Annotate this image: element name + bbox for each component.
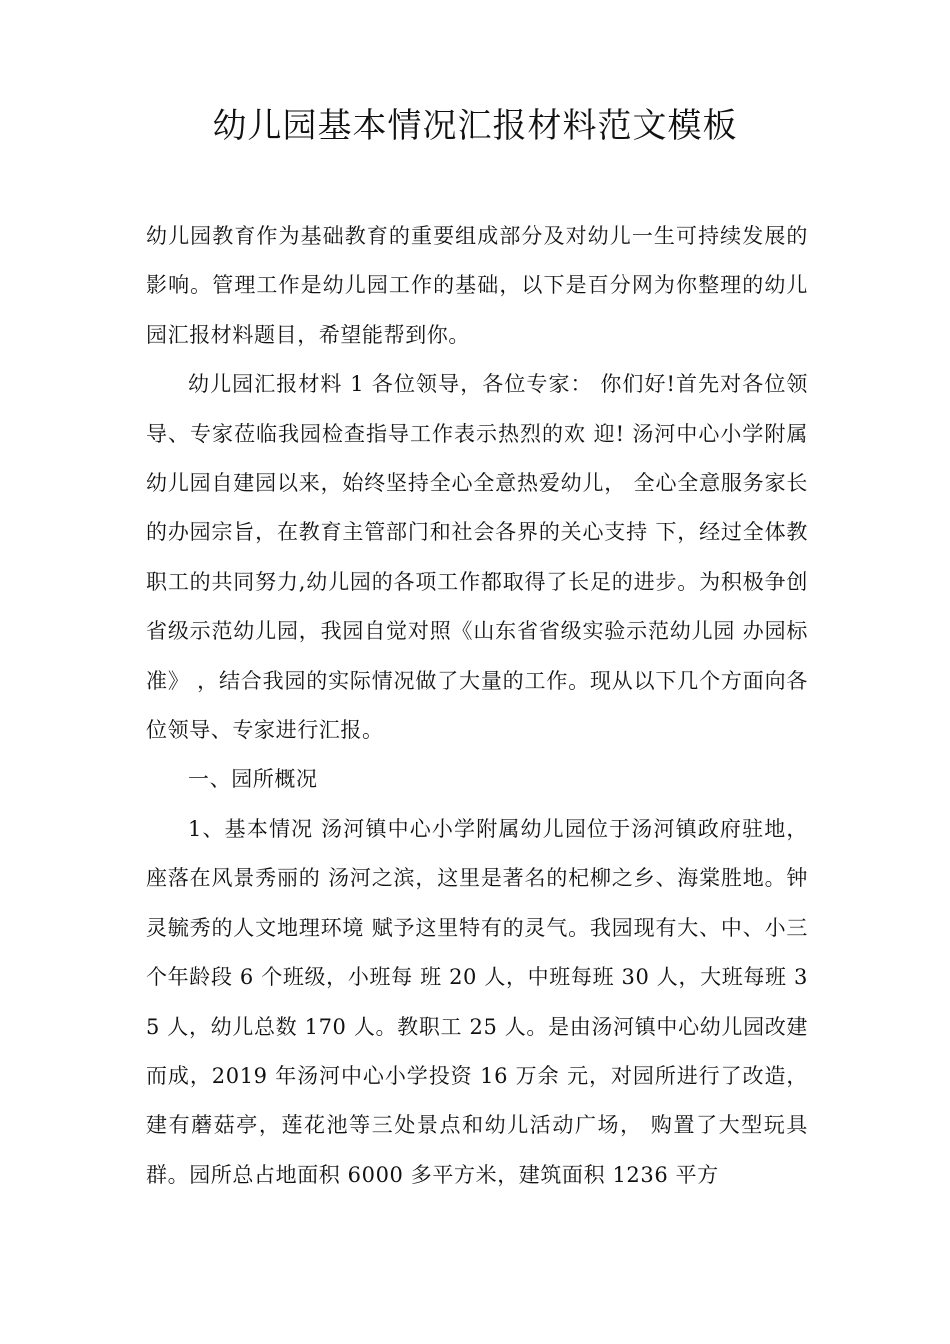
paragraph-intro: 幼儿园教育作为基础教育的重要组成部分及对幼儿一生可持续发展的影响。管理工作是幼儿园工作的基础，以下是百分网为你整理的幼儿园汇报材料题目，希望能帮到你。	[146, 224, 808, 347]
paragraph-report-opening: 幼儿园汇报材料 1 各位领导，各位专家： 你们好!首先对各位领导、专家莅临我园检查指导工作表示热烈的欢 迎! 汤河中心小学附属幼儿园自建园以来，始终坚持全心全意热爱幼儿， 全心全意服务家长的办园宗旨，在教育主管部门和社会各界的关心支持 下，经过全体教职工的共同努力,幼儿园的各项工作都取得了长足的进步。为积极争创省级示范幼儿园，我园自觉对照《山东省省级实验示范幼儿园 办园标准》 ，结合我园的实际情况做了大量的工作。现从以下几个方面向各 位领导、专家进行汇报。	[146, 372, 808, 743]
paragraph-basic-info: 1、基本情况 汤河镇中心小学附属幼儿园位于汤河镇政府驻地，座落在风景秀丽的 汤河之滨，这里是著名的杞柳之乡、海棠胜地。钟灵毓秀的人文地理环境 赋予这里特有的灵气。我园现有大、中、小三个年龄段 6 个班级，小班每 班 20 人，中班每班 30 人，大班每班 35 人，幼儿总数 170 人。教职工 25 人。是由汤河镇中心幼儿园改建而成，2019 年汤河中心小学投资 16 万余 元，对园所进行了改造，建有蘑菇亭，莲花池等三处景点和幼儿活动广场， 购置了大型玩具群。园所总占地面积 6000 多平方米，建筑面积 1236 平方	[146, 816, 808, 1187]
document-body	[146, 212, 808, 1200]
section-heading-overview: 一、园所概况	[188, 767, 318, 792]
document-title: 幼儿园基本情况汇报材料范文模板	[212, 106, 738, 146]
